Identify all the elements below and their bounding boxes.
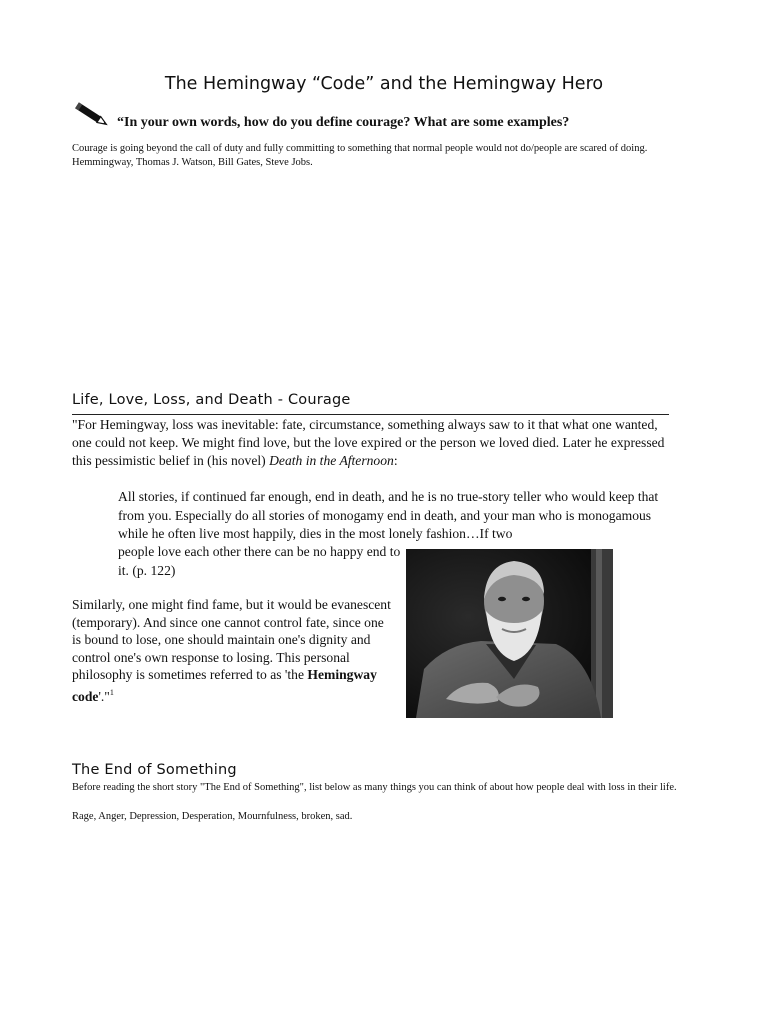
courage-answer bbox=[72, 142, 687, 169]
intro-colon: : bbox=[393, 453, 398, 468]
section-heading-end: The End of Something bbox=[72, 762, 237, 778]
intro-paragraph bbox=[72, 416, 672, 470]
block-quote: All stories, if continued far enough, end in death, and he is no true-story teller who would keep that from you. Especially do all stories of monogamy end in death, and your man who is monogamous while he often live most happily, dies in the most lonely fashion…If two bbox=[118, 489, 659, 542]
fame-paragraph bbox=[72, 596, 392, 706]
book-title: Death in the Afternoon bbox=[269, 453, 394, 468]
end-instructions: Before reading the short story "The End of Something", list below as many things you can think of about how people deal with loss in their life. bbox=[72, 782, 677, 793]
courage-question: “In your own words, how do you define courage? What are some examples? bbox=[117, 115, 570, 130]
block-quote-end: people love each other there can be no happy end to it. (p. 122) bbox=[118, 544, 401, 578]
page-title: The Hemingway “Code” and the Hemingway Hero bbox=[164, 74, 604, 94]
end-answer: Rage, Anger, Depression, Desperation, Mournfulness, broken, sad. bbox=[72, 811, 353, 822]
hemingway-code-term: Hemingway code bbox=[72, 667, 377, 704]
footnote-marker: 1 bbox=[109, 687, 114, 697]
heading-divider bbox=[72, 414, 669, 415]
intro-text: "For Hemingway, loss was inevitable: fate, circumstance, something always saw to it that what one wanted, one could not keep. We might find love, but the love expired or the person we loved died. Later he expressed this pessimistic belief in (his novel) bbox=[72, 417, 665, 468]
fame-close: '." bbox=[98, 688, 110, 704]
answer-examples: Hemmingway, Thomas J. Watson, Bill Gates, Steve Jobs. bbox=[72, 156, 313, 168]
hemingway-portrait bbox=[406, 549, 613, 718]
section-heading-life: Life, Love, Loss, and Death - Courage bbox=[72, 392, 351, 408]
pencil-icon bbox=[71, 99, 111, 131]
fame-text: Similarly, one might find fame, but it would be evanescent (temporary). And since one cannot control fate, since one is bound to lose, one should maintain one's dignity and control one's own response to losing. This personal philosophy is sometimes referred to as 'the bbox=[72, 597, 391, 683]
answer-definition: Courage is going beyond the call of duty and fully committing to something that normal people would not do/people are scared of doing. bbox=[72, 143, 648, 154]
